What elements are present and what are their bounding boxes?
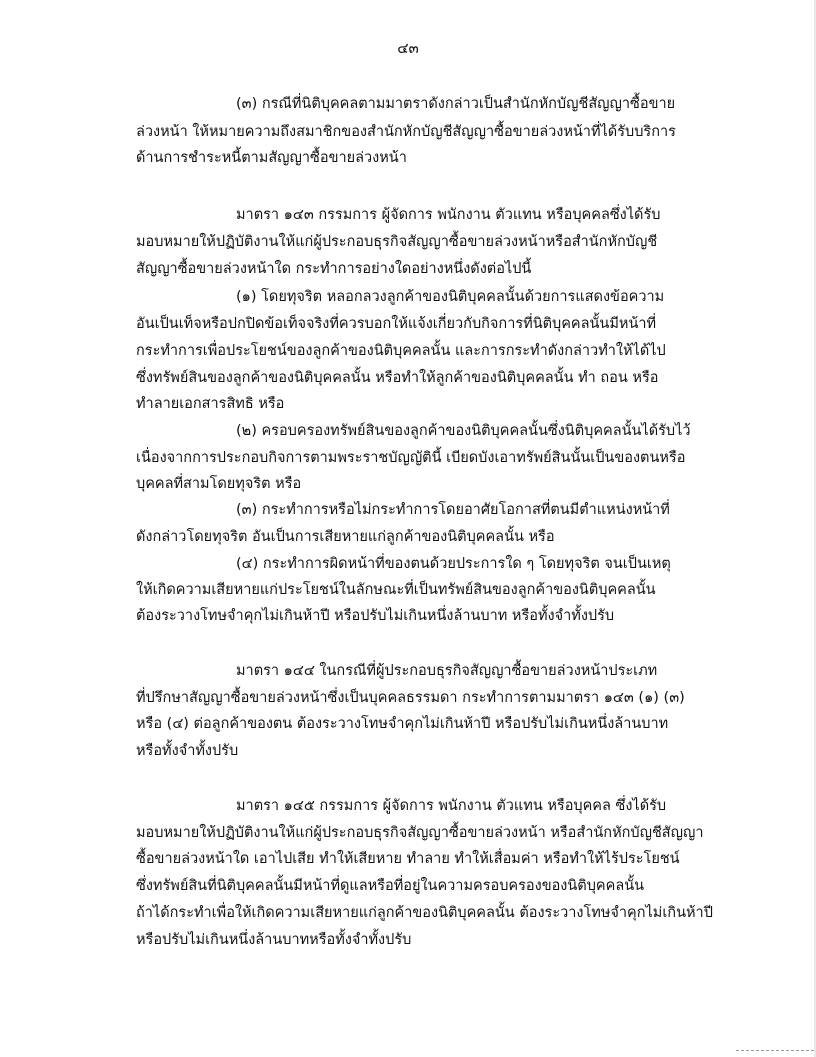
section-heading-line: มาตรา ๑๔๔ ในกรณีที่ผู้ประกอบธุรกิจสัญญาซื้อขายล่วงหน้าประเภท	[236, 663, 658, 679]
text-line: เนื่องจากการประกอบกิจการตามพระราชบัญญัตินี้ เบียดบังเอาทรัพย์สินนั้นเป็นของตนหรือ	[136, 450, 686, 466]
scan-artifact-line	[736, 1050, 814, 1051]
text-line: (๑) โดยทุจริต หลอกลวงลูกค้าของนิติบุคคลนั้นด้วยการแสดงข้อความ	[236, 289, 665, 305]
text-line: (๓) กรณีที่นิติบุคคลตามมาตราดังกล่าวเป็นสำนักหักบัญชีสัญญาซื้อขาย	[236, 96, 676, 112]
text-line: มอบหมายให้ปฏิบัติงานให้แก่ผู้ประกอบธุรกิจสัญญาซื้อขายล่วงหน้าหรือสำนักหักบัญชี	[136, 234, 658, 250]
text-line: ถ้าได้กระทำเพื่อให้เกิดความเสียหายแก่ลูกค้าของนิติบุคคลนั้น ต้องระวางโทษจำคุกไม่เกินห้าปี	[136, 905, 713, 921]
text-line: ซื้อขายล่วงหน้าใด เอาไปเสีย ทำให้เสียหาย ทำลาย ทำให้เสื่อมค่า หรือทำให้ไร้ประโยชน์	[136, 851, 680, 867]
text-line: หรือปรับไม่เกินหนึ่งล้านบาทหรือทั้งจำทั้งปรับ	[136, 932, 412, 948]
text-line: (๓) กระทำการหรือไม่กระทำการโดยอาศัยโอกาสที่ตนมีตำแหน่งหน้าที่	[236, 502, 670, 518]
text-line: ด้านการชำระหนี้ตามสัญญาซื้อขายล่วงหน้า	[136, 150, 407, 166]
text-line: หรือ (๔) ต่อลูกค้าของตน ต้องระวางโทษจำคุกไม่เกินห้าปี หรือปรับไม่เกินหนึ่งล้านบาท	[136, 716, 669, 732]
text-line: ทำลายเอกสารสิทธิ หรือ	[136, 396, 285, 412]
text-line: ซึ่งทรัพย์สินที่นิติบุคคลนั้นมีหน้าที่ดูแลหรือที่อยู่ในความครอบครองของนิติบุคคลนั้น	[136, 878, 645, 894]
text-line: สัญญาซื้อขายล่วงหน้าใด กระทำการอย่างใดอย่างหนึ่งดังต่อไปนี้	[136, 261, 532, 277]
text-line: (๒) ครอบครองทรัพย์สินของลูกค้าของนิติบุคคลนั้นซึ่งนิติบุคคลนั้นได้รับไว้	[236, 423, 691, 439]
text-line: ล่วงหน้า ให้หมายความถึงสมาชิกของสำนักหักบัญชีสัญญาซื้อขายล่วงหน้าที่ได้รับบริการ	[136, 124, 676, 140]
text-line: ต้องระวางโทษจำคุกไม่เกินห้าปี หรือปรับไม่เกินหนึ่งล้านบาท หรือทั้งจำทั้งปรับ	[136, 608, 615, 624]
text-line: มอบหมายให้ปฏิบัติงานให้แก่ผู้ประกอบธุรกิจสัญญาซื้อขายล่วงหน้า หรือสำนักหักบัญชีสัญญา	[136, 825, 704, 841]
text-line: ดังกล่าวโดยทุจริต อันเป็นการเสียหายแก่ลูกค้าของนิติบุคคลนั้น หรือ	[136, 529, 555, 545]
text-line: บุคคลที่สามโดยทุจริต หรือ	[136, 476, 302, 492]
text-line: ให้เกิดความเสียหายแก่ประโยชน์ในลักษณะที่เป็นทรัพย์สินของลูกค้าของนิติบุคคลนั้น	[136, 582, 656, 598]
text-line: ที่ปรึกษาสัญญาซื้อขายล่วงหน้าซึ่งเป็นบุคคลธรรมดา กระทำการตามมาตรา ๑๔๓ (๑) (๓)	[136, 690, 685, 706]
page-number: ๔๓	[397, 39, 419, 57]
text-line: กระทำการเพื่อประโยชน์ของลูกค้าของนิติบุคคลนั้น และการกระทำดังกล่าวทำให้ได้ไป	[136, 343, 666, 359]
text-line: หรือทั้งจำทั้งปรับ	[136, 743, 239, 759]
text-line: อันเป็นเท็จหรือปกปิดข้อเท็จจริงที่ควรบอกให้แจ้งเกี่ยวกับกิจการที่นิติบุคคลนั้นมีหน้าที่	[136, 316, 657, 332]
text-line: (๔) กระทำการผิดหน้าที่ของตนด้วยประการใด ๆ โดยทุจริต จนเป็นเหตุ	[236, 556, 671, 572]
text-line: ซึ่งทรัพย์สินของลูกค้าของนิติบุคคลนั้น หรือทำให้ลูกค้าของนิติบุคคลนั้น ทำ ถอน หรือ	[136, 370, 659, 386]
section-heading-line: มาตรา ๑๔๓ กรรมการ ผู้จัดการ พนักงาน ตัวแทน หรือบุคคลซึ่งได้รับ	[236, 207, 661, 223]
section-heading-line: มาตรา ๑๔๕ กรรมการ ผู้จัดการ พนักงาน ตัวแทน หรือบุคคล ซึ่งได้รับ	[236, 798, 667, 814]
